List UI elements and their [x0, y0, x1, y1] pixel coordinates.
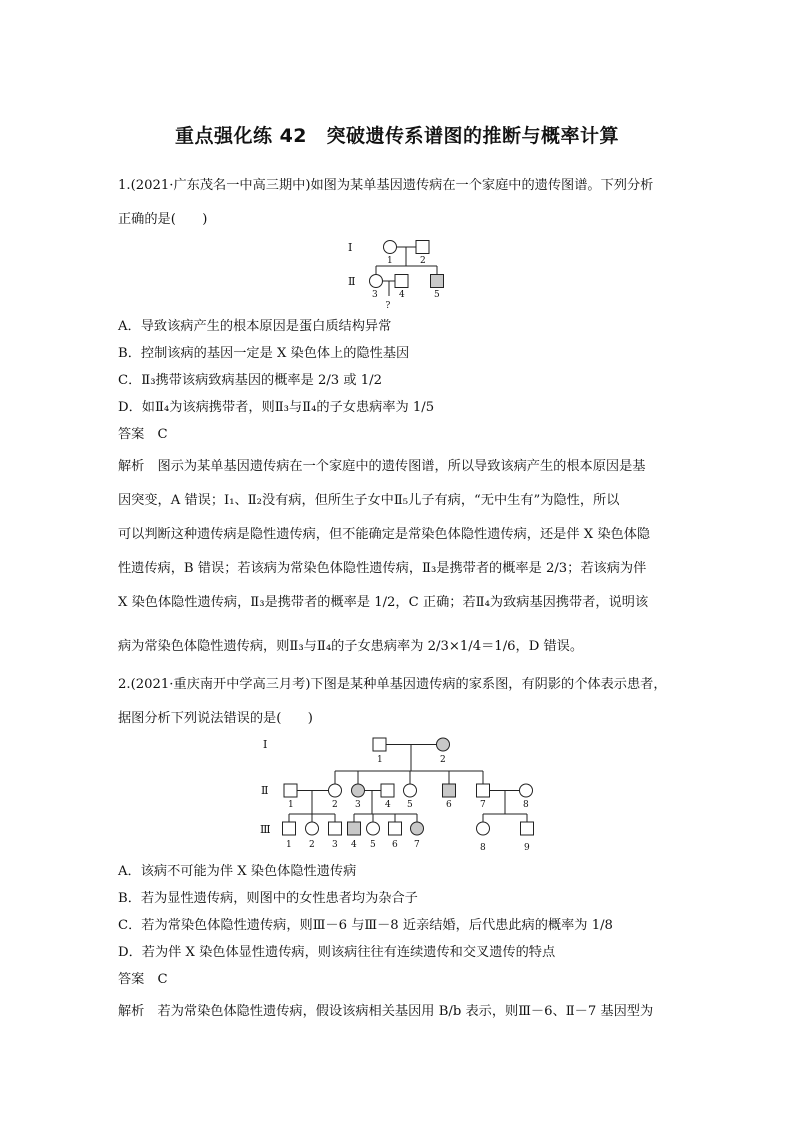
q1-analysis-line6: 病为常染色体隐性遗传病，则Ⅱ₃与Ⅱ₄的子女患病率为 2/3×1/4＝1/6，D 错误。: [118, 639, 584, 654]
q2-II6-male-affected: [443, 784, 456, 797]
q2-label-III1: 1: [286, 840, 292, 850]
q1-option-a: A．导致该病产生的根本原因是蛋白质结构异常: [118, 319, 392, 334]
q2-III1-male: [283, 822, 296, 835]
q2-II2-female: [329, 784, 342, 797]
q2-option-c: C．若为常染色体隐性遗传病，则Ⅲ－6 与Ⅲ－8 近亲结婚，后代患此病的概率为 1/8: [118, 918, 613, 933]
q1-label-4: 4: [399, 290, 405, 300]
q1-gen-I: Ⅰ: [348, 241, 353, 254]
q2-III4-male-affected: [348, 822, 361, 835]
q1-analysis-line2: 因突变，A 错误；Ⅰ₁、Ⅱ₂没有病，但所生子女中Ⅱ₅儿子有病，“无中生有”为隐性，所以: [118, 493, 620, 508]
q2-gen-II: Ⅱ: [261, 784, 269, 797]
q1-stem-line2: 正确的是( ): [118, 212, 208, 227]
q1-II4-male: [395, 275, 408, 288]
q2-label-II6: 6: [446, 800, 452, 810]
q2-II1-male: [284, 784, 297, 797]
q1-II3-female: [370, 275, 383, 288]
q1-I2-male: [416, 241, 429, 254]
q2-label-II8: 8: [523, 800, 529, 810]
q1-I1-female: [384, 241, 397, 254]
q2-label-III3: 3: [332, 840, 338, 850]
q2-II5-female: [404, 784, 417, 797]
q2-label-II1: 1: [288, 800, 294, 810]
q2-label-I2: 2: [440, 755, 446, 765]
q2-answer: 答案 C: [118, 972, 168, 987]
q1-analysis-line1: 解析 图示为某单基因遗传病在一个家庭中的遗传图谱，所以导致该病产生的根本原因是基: [118, 459, 646, 474]
q1-option-b: B．控制该病的基因一定是 X 染色体上的隐性基因: [118, 346, 410, 361]
q2-label-I1: 1: [377, 755, 383, 765]
q1-label-2: 2: [420, 256, 426, 266]
q2-stem-line1: 2.(2021·重庆南开中学高三月考)下图是某种单基因遗传病的家系图，有阴影的个体表示患者，: [118, 677, 667, 692]
q1-gen-II: Ⅱ: [348, 275, 356, 288]
q2-gen-I: Ⅰ: [263, 738, 268, 751]
q2-stem-line2: 据图分析下列说法错误的是( ): [118, 711, 313, 726]
q2-III6-male: [389, 822, 402, 835]
q1-answer: 答案 C: [118, 427, 168, 442]
q2-II7-male: [477, 784, 490, 797]
q2-label-III9: 9: [524, 843, 530, 853]
q1-analysis-line4: 性遗传病，B 错误；若该病为常染色体隐性遗传病，Ⅱ₃是携带者的概率是 2/3；若该病为伴: [118, 561, 647, 576]
q2-III2-female: [306, 822, 319, 835]
q2-II8-female: [520, 784, 533, 797]
q2-I2-female-affected: [437, 738, 450, 751]
q2-option-d: D．若为伴 X 染色体显性遗传病，则该病往往有连续遗传和交叉遗传的特点: [118, 945, 556, 960]
q2-label-III5: 5: [370, 840, 376, 850]
q1-option-c: C．Ⅱ₃携带该病致病基因的概率是 2/3 或 1/2: [118, 373, 382, 388]
q2-III5-female: [367, 822, 380, 835]
q1-label-1: 1: [387, 256, 393, 266]
q2-label-III8: 8: [480, 843, 486, 853]
q2-label-II5: 5: [407, 800, 413, 810]
page-title: 重点强化练 42 突破遗传系谱图的推断与概率计算: [174, 125, 620, 147]
q1-label-unknown: ?: [385, 301, 391, 311]
q2-label-II2: 2: [332, 800, 338, 810]
q2-option-b: B．若为显性遗传病，则图中的女性患者均为杂合子: [118, 891, 418, 906]
q2-label-II7: 7: [480, 800, 486, 810]
q1-pedigree: [340, 236, 460, 312]
q2-pedigree: [255, 733, 555, 853]
q2-III7-female-affected: [411, 822, 424, 835]
q1-stem-line1: 1.(2021·广东茂名一中高三期中)如图为某单基因遗传病在一个家庭中的遗传图谱。下列分析: [118, 178, 654, 193]
q2-I1-male: [373, 738, 386, 751]
q1-II5-male-affected: [431, 275, 444, 288]
q2-label-III4: 4: [351, 840, 357, 850]
q1-analysis-line3: 可以判断这种遗传病是隐性遗传病，但不能确定是常染色体隐性遗传病，还是伴 X 染色体隐: [118, 527, 651, 542]
q1-label-5: 5: [434, 290, 440, 300]
q2-III3-male: [329, 822, 342, 835]
q2-label-III7: 7: [414, 840, 420, 850]
q2-option-a: A．该病不可能为伴 X 染色体隐性遗传病: [118, 864, 357, 879]
q2-label-III2: 2: [309, 840, 315, 850]
q1-option-d: D．如Ⅱ₄为该病携带者，则Ⅱ₃与Ⅱ₄的子女患病率为 1/5: [118, 400, 435, 415]
q2-label-II4: 4: [385, 800, 391, 810]
q2-III8-female: [477, 822, 490, 835]
q2-label-II3: 3: [355, 800, 361, 810]
q2-II4-male: [381, 784, 394, 797]
q2-gen-III: Ⅲ: [260, 823, 271, 836]
q2-III9-male: [521, 822, 534, 835]
q1-analysis-line5: X 染色体隐性遗传病，Ⅱ₃是携带者的概率是 1/2，C 正确；若Ⅱ₄为致病基因携带者，说明该: [118, 595, 649, 610]
q1-label-3: 3: [372, 290, 378, 300]
q2-label-III6: 6: [392, 840, 398, 850]
q2-II3-female-affected: [352, 784, 365, 797]
q2-analysis-line1: 解析 若为常染色体隐性遗传病，假设该病相关基因用 B/b 表示，则Ⅲ－6、Ⅱ－7 基因型为: [118, 1004, 654, 1019]
